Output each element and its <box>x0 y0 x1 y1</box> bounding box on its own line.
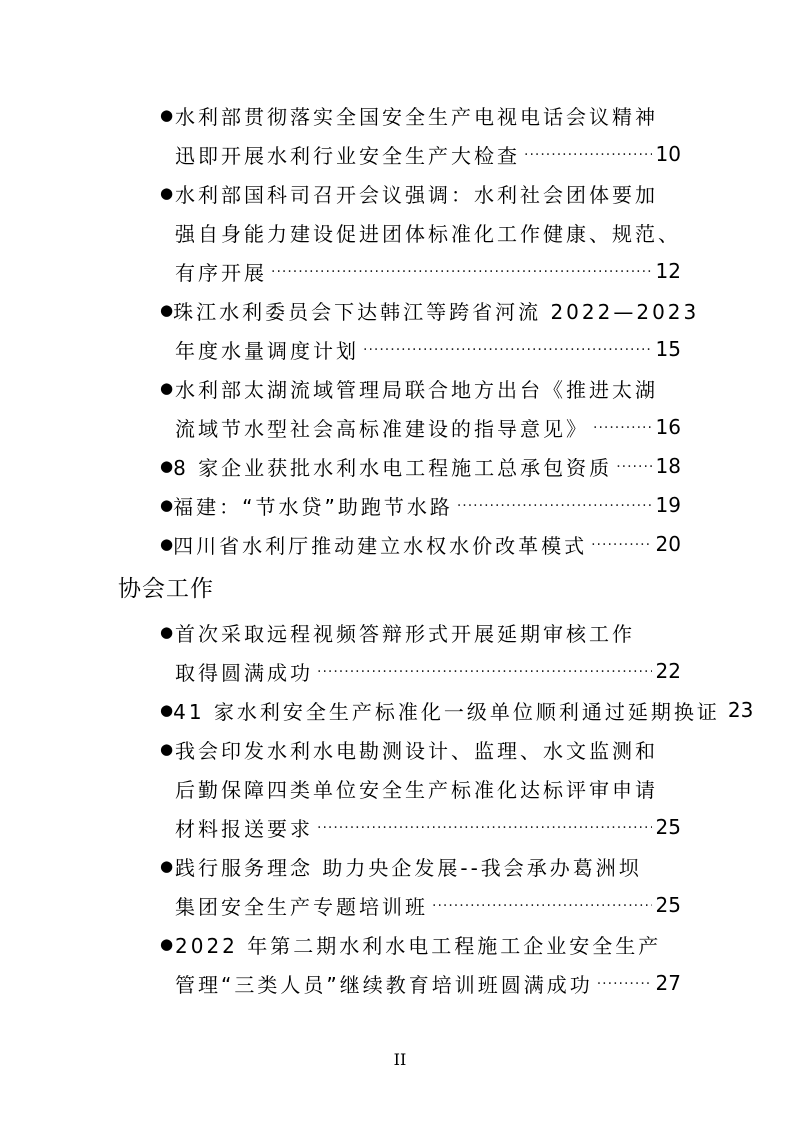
toc-entry-text: 2022 年第二期水利水电工程施工企业安全生产 <box>175 933 662 958</box>
dot-leader <box>317 820 652 836</box>
toc-entry-text: 8 家企业获批水利水电工程施工总承包资质 <box>173 455 613 480</box>
toc-page-number: 22 <box>655 659 681 683</box>
bullet-icon: ● <box>160 184 174 202</box>
toc-entry-text: 水利部太湖流域管理局联合地方出台《推进太湖 <box>175 377 658 402</box>
toc-entry-line[interactable] <box>160 173 681 213</box>
toc-entry-line[interactable] <box>160 446 681 486</box>
toc-entry-line[interactable] <box>160 729 681 769</box>
dot-leader <box>616 459 651 475</box>
dot-leader <box>524 147 652 163</box>
toc-entry-line[interactable] <box>160 524 681 564</box>
toc-page-number: 10 <box>655 142 681 166</box>
toc-entry-line[interactable] <box>175 212 681 252</box>
toc-entry-line[interactable] <box>175 768 681 808</box>
dot-leader <box>432 898 652 914</box>
toc-entry-text: 后勤保障四类单位安全生产标准化达标评审申请 <box>175 777 658 802</box>
toc-entry-line[interactable] <box>175 251 681 291</box>
dot-leader <box>271 264 652 280</box>
bullet-icon: ● <box>160 740 174 758</box>
toc-entry-text: 践行服务理念 助力央企发展--我会承办葛洲坝 <box>175 855 642 880</box>
toc-entry-line[interactable] <box>175 807 681 847</box>
toc-page-number: 16 <box>655 415 681 439</box>
bullet-icon: ● <box>160 935 174 953</box>
toc-entry-text: 有序开展 <box>175 260 267 285</box>
bullet-icon: ● <box>160 701 174 719</box>
toc-page-number: 23 <box>727 698 754 722</box>
toc-entry-line[interactable] <box>175 885 681 925</box>
bullet-icon: ● <box>160 379 174 397</box>
toc-entry-text: 水利部贯彻落实全国安全生产电视电话会议精神 <box>175 104 658 129</box>
toc-entry-text: 取得圆满成功 <box>175 660 313 685</box>
toc-entry-text: 迅即开展水利行业安全生产大检查 <box>175 143 520 168</box>
toc-entry-text: 年度水量调度计划 <box>175 338 359 363</box>
toc-entry-line[interactable] <box>175 407 681 447</box>
toc-entry-line[interactable] <box>160 612 681 652</box>
toc-page-number: 25 <box>655 893 681 917</box>
bullet-icon: ● <box>160 623 174 641</box>
bullet-icon: ● <box>160 301 174 319</box>
bullet-icon: ● <box>160 496 174 514</box>
toc-entry-text: 流域节水型社会高标准建设的指导意见》 <box>175 416 589 441</box>
toc-entry-text: 集团安全生产专题培训班 <box>175 894 428 919</box>
toc-entry-text: 水利部国科司召开会议强调：水利社会团体要加 <box>175 182 658 207</box>
toc-entry-line[interactable] <box>160 290 700 330</box>
bullet-icon: ● <box>160 535 174 553</box>
toc-page-number: 12 <box>655 259 681 283</box>
dot-leader <box>317 664 652 680</box>
toc-entry-text: 41 家水利安全生产标准化一级单位顺利通过延期换证 <box>173 699 720 724</box>
toc-page-number: 27 <box>655 971 681 995</box>
section-heading: 协会工作 <box>118 576 214 602</box>
toc-entry-line[interactable] <box>160 368 681 408</box>
toc-entry-line[interactable] <box>160 690 754 730</box>
toc-entry-line[interactable] <box>175 963 681 1003</box>
toc-entry-text: 珠江水利委员会下达韩江等跨省河流 2022—2023 <box>173 299 700 324</box>
toc-entry-text: 我会印发水利水电勘测设计、监理、水文监测和 <box>175 738 658 763</box>
toc-page-number: 18 <box>655 454 681 478</box>
dot-leader <box>597 976 652 992</box>
toc-entry-text: 首次采取远程视频答辩形式开展延期审核工作 <box>175 621 635 646</box>
toc-page-number: 15 <box>655 337 681 361</box>
toc-entry-line[interactable] <box>160 924 681 964</box>
toc-page-number: 20 <box>655 532 681 556</box>
toc-entry-text: 福建：“节水贷”助跑节水路 <box>173 494 453 519</box>
toc-entry-text: 四川省水利厅推动建立水权水价改革模式 <box>173 533 588 558</box>
page-number: II <box>393 1050 407 1069</box>
bullet-icon: ● <box>160 857 174 875</box>
toc-entry-line[interactable] <box>175 134 681 174</box>
dot-leader <box>363 342 652 358</box>
toc-entry-line[interactable] <box>160 485 681 525</box>
bullet-icon: ● <box>160 106 174 124</box>
toc-entry-text: 强自身能力建设促进团体标准化工作健康、规范、 <box>175 221 681 246</box>
toc-entry-text: 材料报送要求 <box>175 816 313 841</box>
dot-leader <box>457 498 652 514</box>
toc-entry-text: 管理“三类人员”继续教育培训班圆满成功 <box>175 972 593 997</box>
bullet-icon: ● <box>160 457 174 475</box>
toc-entry-line[interactable] <box>175 329 681 369</box>
toc-page-number: 25 <box>655 815 681 839</box>
toc-page-number: 19 <box>655 493 681 517</box>
toc-entry-line[interactable] <box>175 651 681 691</box>
dot-leader <box>591 537 651 553</box>
dot-leader <box>593 420 652 436</box>
toc-entry-line[interactable] <box>160 95 681 135</box>
toc-entry-line[interactable] <box>160 846 681 886</box>
